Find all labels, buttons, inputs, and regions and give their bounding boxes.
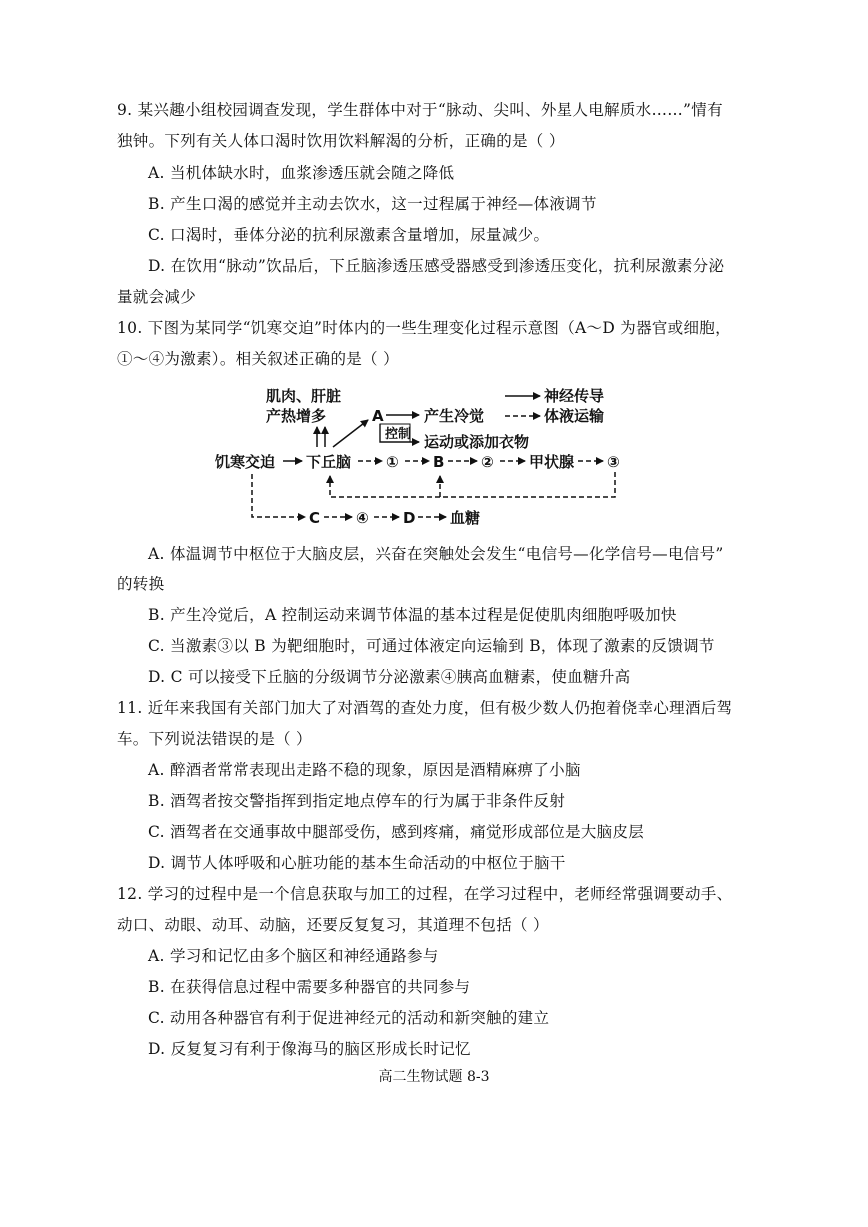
node-d: D (403, 509, 416, 527)
q9-option-d-line-1: D. 在饮用“脉动”饮品后，下丘脑渗透压感受器感受到渗透压变化，抗利尿激素分泌 (148, 257, 725, 275)
q10-stem-line-2: ①～④为激素）。相关叙述正确的是（ ） (117, 350, 399, 368)
q11-option-b: B. 酒驾者按交警指挥到指定地点停车的行为属于非条件反射 (148, 792, 566, 810)
hormone-1: ① (386, 453, 399, 471)
q9-option-c: C. 口渴时，垂体分泌的抗利尿激素含量增加，尿量减少。 (148, 226, 550, 244)
label-blood-sugar: 血糖 (450, 509, 481, 527)
label-movement-clothing: 运动或添加衣物 (424, 433, 530, 451)
q10-option-b: B. 产生冷觉后，A 控制运动来调节体温的基本过程是促使肌肉细胞呼吸加快 (148, 606, 677, 624)
q9-option-b: B. 产生口渴的感觉并主动去饮水，这一过程属于神经—体液调节 (148, 195, 597, 213)
q11-option-a: A. 醉酒者常常表现出走路不稳的现象，原因是酒精麻痹了小脑 (148, 761, 581, 779)
q12-stem-line-2: 动口、动眼、动耳、动脑，还要反复复习，其道理不包括（ ） (117, 916, 549, 934)
q12-option-a: A. 学习和记忆由多个脑区和神经通路参与 (148, 947, 439, 965)
q11-stem-line-1: 11. 近年来我国有关部门加大了对酒驾的查处力度，但有极少数人仍抱着侥幸心理酒后驾 (117, 699, 733, 717)
hormone-4: ④ (356, 509, 369, 527)
node-hypothalamus: 下丘脑 (306, 453, 352, 471)
node-thyroid: 甲状腺 (529, 453, 575, 471)
node-c: C (309, 509, 321, 527)
hormone-3: ③ (607, 453, 620, 471)
q10-option-a-line-1: A. 体温调节中枢位于大脑皮层，兴奋在突触处会发生“电信号—化学信号—电信号” (148, 545, 724, 563)
q10-option-a-line-2: 的转换 (117, 575, 165, 593)
node-a: A (372, 407, 384, 425)
node-b: B (433, 453, 445, 471)
q12-stem-line-1: 12. 学习的过程中是一个信息获取与加工的过程，在学习过程中，老师经常强调要动手、 (117, 885, 733, 903)
legend-humoral-label: 体液运输 (544, 407, 605, 425)
q10-option-d: D. C 可以接受下丘脑的分级调节分泌激素④胰高血糖素，使血糖升高 (148, 668, 631, 686)
q11-option-d: D. 调节人体呼吸和心脏功能的基本生命活动的中枢位于脑干 (148, 854, 566, 872)
q10-stem-line-1: 10. 下图为某同学“饥寒交迫”时体内的一些生理变化过程示意图（A～D 为器官或细胞， (117, 319, 731, 337)
q12-option-d: D. 反复复习有利于像海马的脑区形成长时记忆 (148, 1040, 471, 1058)
legend-neural-label: 神经传导 (544, 387, 605, 405)
q10-option-c: C. 当激素③以 B 为靶细胞时，可通过体液定向运输到 B，体现了激素的反馈调节 (148, 637, 715, 655)
q9-option-a: A. 当机体缺水时，血浆渗透压就会随之降低 (148, 164, 455, 182)
label-heat-increase: 产热增多 (266, 407, 327, 425)
arrow-hypothalamus-to-a (333, 420, 368, 447)
hormone-2: ② (481, 453, 494, 471)
label-cold-sense: 产生冷觉 (424, 407, 485, 425)
label-control: 控制 (385, 427, 412, 442)
arrow-feedback-to-hypothalamus (330, 472, 615, 497)
label-hunger-cold: 饥寒交迫 (215, 453, 276, 471)
q9-stem-line-1: 9. 某兴趣小组校园调查发现，学生群体中对于“脉动、尖叫、外星人电解质水……”情有 (117, 101, 723, 119)
q11-option-c: C. 酒驾者在交通事故中腿部受伤，感到疼痛，痛觉形成部位是大脑皮层 (148, 823, 645, 841)
q12-option-b: B. 在获得信息过程中需要多种器官的共同参与 (148, 978, 471, 996)
page-footer: 高二生物试题 8-3 (378, 1069, 490, 1085)
q9-stem-line-2: 独钟。下列有关人体口渴时饮用饮料解渴的分析，正确的是（ ） (117, 132, 565, 150)
q12-option-c: C. 动用各种器官有利于促进神经元的活动和新突触的建立 (148, 1009, 550, 1027)
label-muscle-liver: 肌肉、肝脏 (266, 387, 342, 405)
arrow-hunger-to-c (252, 474, 305, 517)
q9-option-d-line-2: 量就会减少 (117, 288, 197, 306)
q11-stem-line-2: 车。下列说法错误的是（ ） (117, 730, 312, 748)
